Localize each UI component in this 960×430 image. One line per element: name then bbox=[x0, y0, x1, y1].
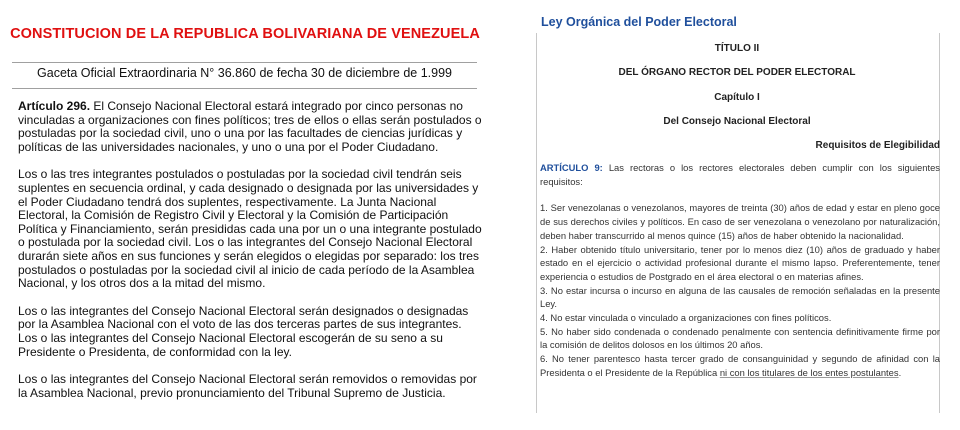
article-9-text bbox=[540, 161, 940, 380]
ley-title: Ley Orgánica del Poder Electoral bbox=[541, 15, 737, 29]
bottom-divider bbox=[12, 88, 477, 89]
article-296-paragraph: Los o las integrantes del Consejo Nacional Electoral serán designados o designadas por la Asamblea Nacional con el voto de las dos terceras partes de sus integrantes. Los o las integrantes del Consejo Nacional Electoral escogerán de su seno a su Presidente o Presidenta, de conformidad con la ley. bbox=[18, 303, 469, 359]
item6-end: . bbox=[898, 366, 902, 378]
item6-highlight: ni con los titulares de los entes postulantes bbox=[719, 366, 899, 378]
titulo-heading: TÍTULO II bbox=[714, 43, 760, 54]
article-296-paragraph: Los o las integrantes del Consejo Nacional Electoral serán removidos o removidas por la Asamblea Nacional, previo pronunciamiento del Tribunal Supremo de Justicia. bbox=[18, 372, 477, 400]
item6-text: 6. No tener parentesco hasta tercer grado de consanguinidad y segundo de afinidad con la Presidenta o el Presidente de la República bbox=[540, 353, 940, 378]
paragraph-text: El Consejo Nacional Electoral estará integrado por cinco personas no vinculadas a organizaciones con fines políticos; tres de ellos o ellas serán postulados o postuladas por la sociedad civil, uno o una por las facultades de ciencias jurídicas y políticas de las universidades nacionales, y uno o una por el Poder Ciudadano. bbox=[18, 99, 482, 154]
requirement-item: 1. Ser venezolanas o venezolanos, mayores de treinta (30) años de edad y estar en pleno goce de sus derechos civiles y políticos. En caso de ser venezolana o venezolano por naturalización, deben haber transcurrido al menos quince (15) años de haber obtenido la nacionalidad. bbox=[540, 202, 940, 241]
requirement-item: 3. No estar incursa o incurso en alguna de las causales de remoción señaladas en la presente Ley. bbox=[540, 284, 940, 310]
organo-heading: DEL ÓRGANO RECTOR DEL PODER ELECTORAL bbox=[618, 67, 856, 78]
requirement-item: 4. No estar vinculada o vinculado a organizaciones con fines políticos. bbox=[540, 312, 832, 324]
ley-panel bbox=[530, 0, 960, 430]
spacer bbox=[540, 188, 940, 201]
gaceta-reference: Gaceta Oficial Extraordinaria N° 36.860 de fecha 30 de diciembre de 1.999 bbox=[37, 66, 452, 80]
top-divider bbox=[12, 62, 477, 63]
requirement-item bbox=[540, 352, 940, 379]
article-9-label: ARTÍCULO 9: bbox=[540, 162, 603, 173]
article-9-intro bbox=[540, 161, 940, 188]
requirement-item: 2. Haber obtenido título universitario, tener por lo menos diez (10) años de graduado y haber estado en el ejercicio o actividad profesional durante el mismo lapso. Preferentemente, tener experiencia o estudios de Postgrado en el área electoral o en materias afines. bbox=[540, 243, 940, 282]
requirement-item: 5. No haber sido condenada o condenado penalmente con sentencia definitivamente firme por la comisión de delitos dolosos en los últimos 20 años. bbox=[540, 325, 940, 351]
intro-text: Las rectoras o los rectores electorales deben cumplir con los siguientes requisitos: bbox=[540, 162, 940, 187]
constitution-title: CONSTITUCION DE LA REPUBLICA BOLIVARIANA DE VENEZUELA bbox=[10, 26, 480, 42]
consejo-heading: Del Consejo Nacional Electoral bbox=[663, 116, 811, 127]
article-296-label: Artículo 296. bbox=[18, 99, 91, 113]
requisitos-heading: Requisitos de Elegibilidad bbox=[815, 140, 940, 151]
capitulo-heading: Capítulo I bbox=[714, 92, 760, 103]
article-296-paragraph bbox=[18, 100, 484, 154]
article-296-text bbox=[18, 100, 484, 414]
article-296-paragraph: Los o las tres integrantes postulados o postuladas por la sociedad civil tendrán seis suplentes en secuencia ordinal, y cada designado o designada por las universidades y el Poder Ciudadano tendrá dos suplentes, respectivamente. La Junta Nacional Electoral, la Comisión de Registro Civil y Electoral y la Comisión de Participación Política y Financiamiento, serán presididas cada una por un o una integrante postulado o postulada por la sociedad civil. Los o las integrantes del Consejo Nacional Electoral durarán siete años en sus funciones y serán elegidos o elegidas por separado: los tres postulados o postuladas por la sociedad civil al inicio de cada período de la Asamblea Nacional, y los otros dos a la mitad del mismo. bbox=[18, 167, 482, 291]
